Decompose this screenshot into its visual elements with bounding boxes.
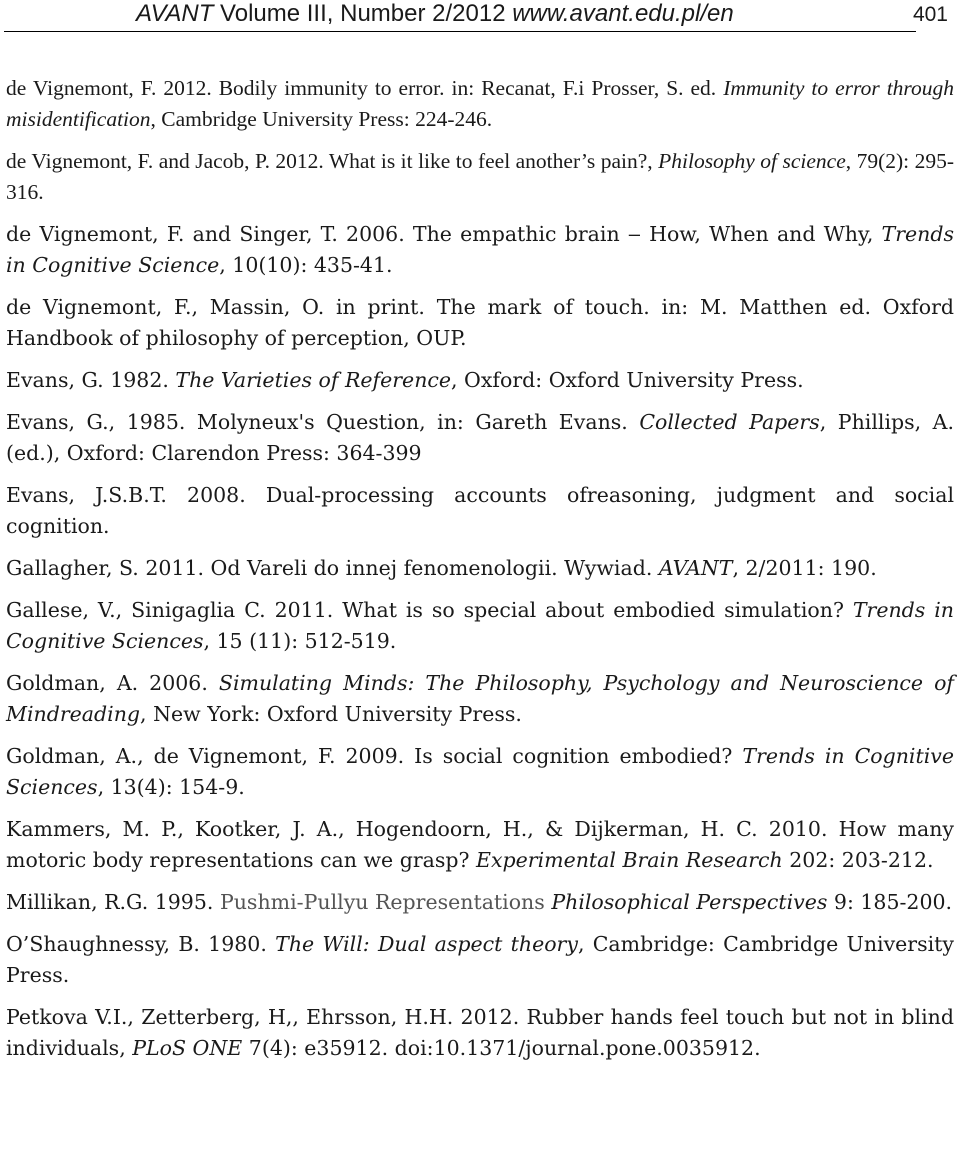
reference-text: , 15 (11): 512-519. <box>203 629 397 653</box>
reference-title-italic: Trends in Cognitive Science <box>6 222 954 277</box>
reference-entry <box>6 741 954 803</box>
reference-entry <box>6 146 954 208</box>
reference-text: 202: 203-212. <box>782 848 934 872</box>
reference-entry <box>6 553 954 584</box>
reference-link-text[interactable]: Pushmi-Pullyu Representations <box>219 890 545 914</box>
reference-text: Evans, G. 1982. <box>6 368 176 392</box>
reference-entry <box>6 814 954 876</box>
reference-title-italic: Philosophical Perspectives <box>551 890 828 914</box>
reference-entry <box>6 292 954 354</box>
reference-text: Gallagher, S. 2011. Od Vareli do innej fenomenologii. Wywiad. <box>6 556 659 580</box>
reference-entry <box>6 929 954 991</box>
reference-text: Goldman, A. 2006. <box>6 671 219 695</box>
reference-title-italic: PLoS ONE <box>132 1036 243 1060</box>
reference-text: , Cambridge University Press: 224-246. <box>150 107 493 131</box>
reference-text: de Vignemont, F. 2012. Bodily immunity to error. in: Recanat, F.i Prosser, S. ed. <box>6 76 724 100</box>
reference-text: Kammers, M. P., Kootker, J. A., Hogendoorn, H., & Dijkerman, H. C. 2010. How many motoric body representations can we grasp? <box>6 817 954 872</box>
reference-title-italic: Trends in Cognitive Sciences <box>6 744 954 799</box>
running-header <box>136 0 734 28</box>
reference-text: , 13(4): 154-9. <box>97 775 245 799</box>
reference-title-italic: The Varieties of Reference <box>175 368 452 392</box>
reference-entry <box>6 480 954 542</box>
reference-text: , New York: Oxford University Press. <box>140 702 522 726</box>
reference-text: , Cambridge: Cambridge University Press. <box>6 932 955 987</box>
reference-text: , 79(2): 295-316. <box>6 149 955 204</box>
reference-text: Evans, J.S.B.T. 2008. Dual-processing accounts ofreasoning, judgment and social cognition. <box>6 483 954 538</box>
reference-title-italic: The Will: Dual aspect theory <box>275 932 578 956</box>
reference-title-italic: Collected Papers <box>639 410 820 434</box>
page-header <box>0 0 960 40</box>
reference-title-italic: Philosophy of science <box>658 149 846 173</box>
reference-entry <box>6 1002 954 1064</box>
reference-text: Evans, G., 1985. Molyneux's Question, in: Gareth Evans. <box>6 410 640 434</box>
reference-text: de Vignemont, F. and Singer, T. 2006. The empathic brain ‒ How, When and Why, <box>6 222 882 246</box>
reference-entry <box>6 407 954 469</box>
reference-text: , Oxford: Oxford University Press. <box>451 368 804 392</box>
reference-text: Goldman, A., de Vignemont, F. 2009. Is social cognition embodied? <box>6 744 743 768</box>
journal-url: www.avant.edu.pl/en <box>512 0 734 27</box>
reference-text: 7(4): e35912. doi:10.1371/journal.pone.0035912. <box>242 1036 761 1060</box>
reference-text: Millikan, R.G. 1995. <box>6 890 220 914</box>
reference-title-italic: AVANT <box>658 556 733 580</box>
reference-text: O’Shaughnessy, B. 1980. <box>6 932 276 956</box>
reference-entry <box>6 365 954 396</box>
reference-entry <box>6 595 954 657</box>
reference-text: Petkova V.I., Zetterberg, H,, Ehrsson, H.H. 2012. Rubber hands feel touch but not in blind individuals, <box>6 1005 954 1060</box>
reference-text: Gallese, V., Sinigaglia C. 2011. What is so special about embodied simulation? <box>6 598 853 622</box>
reference-text: de Vignemont, F., Massin, O. in print. The mark of touch. in: M. Matthen ed. Oxford Handbook of philosophy of perception, OUP. <box>6 295 954 350</box>
reference-entry <box>6 668 954 730</box>
reference-title-italic: Simulating Minds: The Philosophy, Psychology and Neuroscience of Mindreading <box>6 671 954 726</box>
reference-text: , 2/2011: 190. <box>732 556 877 580</box>
reference-list <box>6 73 954 1075</box>
reference-text: , Phillips, A. (ed.), Oxford: Clarendon Press: 364-399 <box>6 410 954 465</box>
reference-title-italic: Immunity to error through misidentification <box>6 76 954 131</box>
header-divider <box>4 31 916 32</box>
reference-text: de Vignemont, F. and Jacob, P. 2012. What is it like to feel another’s pain?, <box>6 149 659 173</box>
reference-text: , 10(10): 435-41. <box>219 253 393 277</box>
reference-entry <box>6 887 954 918</box>
reference-text: 9: 185-200. <box>827 890 953 914</box>
reference-title-italic: Trends in Cognitive Sciences <box>6 598 954 653</box>
reference-entry <box>6 73 954 135</box>
page-number: 401 <box>912 3 948 26</box>
reference-entry <box>6 219 954 281</box>
journal-name: AVANT <box>136 0 214 27</box>
reference-title-italic: Experimental Brain Research <box>476 848 783 872</box>
volume-info: Volume III, Number 2/2012 <box>220 0 506 27</box>
